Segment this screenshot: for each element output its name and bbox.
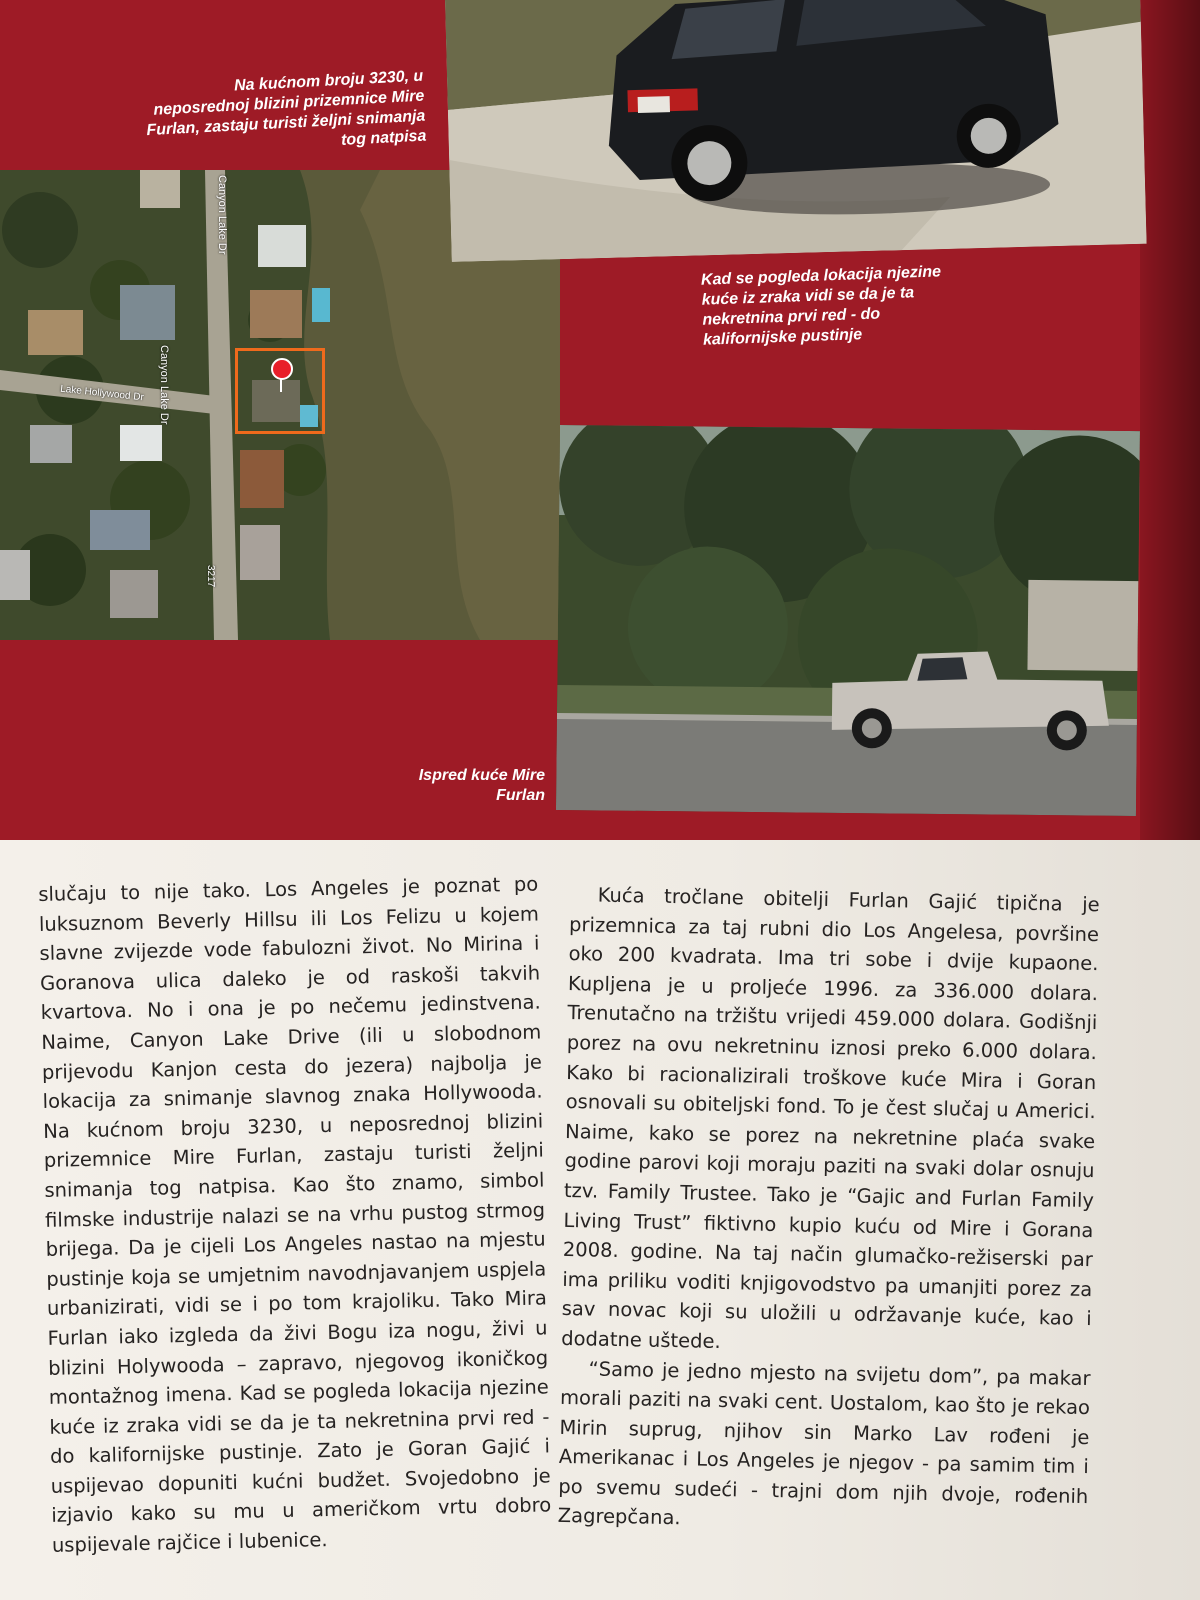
black-suv-photo: [445, 0, 1147, 262]
caption-aerial-location: Kad se pogleda lokacija njezine kuće iz zraka vidi se da je ta nekretnina prvi red - do kalifornijske pustinje: [700, 263, 942, 349]
black-suv-image: [445, 0, 1147, 262]
location-pin-stem: [280, 378, 282, 392]
map-street-label-vertical: Canyon Lake Dr: [158, 345, 170, 425]
map-street-label-horizontal: Lake Hollywood Dr: [59, 383, 145, 404]
caption-tourists: Na kućnom broju 3230, u neposrednoj blizini prizemnice Mire Furlan, zastaju turisti željni snimanja tog natpisa: [146, 67, 427, 149]
page-edge-shadow: [1140, 0, 1200, 840]
location-pin-icon: [271, 358, 293, 380]
article-paragraph: slučaju to nije tako. Los Angeles je poznat po luksuznom Beverly Hillsu ili Los Felizu u kojem slavne zvijezde vode fabulozni život. No Mirina i Goranova ulica daleko je od raskoši takvih kvartova. No i ona je po nečemu jedinstvena. Naime, Canyon Lake Drive (ili u slobodnom prijevodu Kanjon cesta do jezera) najbolja je lokacija za snimanje slavnog znaka Hollywooda. Na kućnom broju 3230, u neposrednoj blizini prizemnice Mire Furlan, zastaju turisti željni snimanja tog natpisa. Kao što znamo, simbol filmske industrije nalazi se na vrhu pustog strmog brijega. Da je cijeli Los Angeles nastao na mjestu pustinje koja se umjetnim navodnjavanjem uspjela urbanizirati, vidi se i po tom krajoliku. Tako Mira Furlan iako izgleda da živi Bogu iza nogu, živi u blizini Holywooda – zapravo, njegovog ikoničkog montažnog imena. Kad se pogleda lokacija njezine kuće iz zraka vidi se da je ta nekretnina prvi red - do kalifornijske pustinje. Zato je Goran Gajić i uspijevao dopuniti kućni budžet. Svojedobno je izjavio kako su mu u američkom vrtu dobro uspijevale rajčice i lubenice.: [38, 872, 552, 1557]
house-front-photo: [556, 425, 1140, 816]
article-paragraph: Kuća tročlane obitelji Furlan Gajić tipična je prizemnica za taj rubni dio Los Angelesa, površine oko 200 kvadrata. Ima tri sobe i dvije kupaone. Kupljena je u proljeće 1996. za 336.000 dolara. Trenutačno na tržištu vrijedi 459.000 dolara. Godišnji porez na ovu nekretninu iznosi preko 6.000 dolara. Kako bi racionalizirali troškove kuće Mira i Goran osnovali su obiteljski fond. To je čest slučaj u Americi. Naime, kako se porez na nekretnine plaća svake godine parovi koji moraju paziti na svaki dolar osnuju tzv. Family Trustee. Tako je “Gajic and Furlan Family Living Trust” fiktivno kupio kuću od Mire i Gorana 2008. godine. Na taj način glumačko-režiserski par ima priliku voditi knjigovodstvo pa umanjiti porez za sav novac koji su uložili u održavanje kuće, kao i dodatne uštede.: [560, 883, 1100, 1353]
caption-house-front: Ispred kuće Mire Furlan: [418, 767, 545, 804]
article-column-right: [558, 880, 1100, 1541]
map-street-label-top: Canyon Lake Dr: [216, 175, 228, 255]
house-front-image: [556, 425, 1140, 816]
article-paragraph: “Samo je jedno mjesto na svijetu dom”, pa makar morali paziti na svaki cent. Uostalom, kao što je rekao Mirin suprug, njihov sin Marko Lav rođeni je Amerikanac i Los Angeles je njegov - pa samim tim i po svemu sudeći - trajni dom njih dvoje, rođenih Zagrepčana.: [557, 1356, 1091, 1530]
article-column-left: [38, 870, 552, 1561]
map-house-number: 3217: [205, 565, 216, 588]
